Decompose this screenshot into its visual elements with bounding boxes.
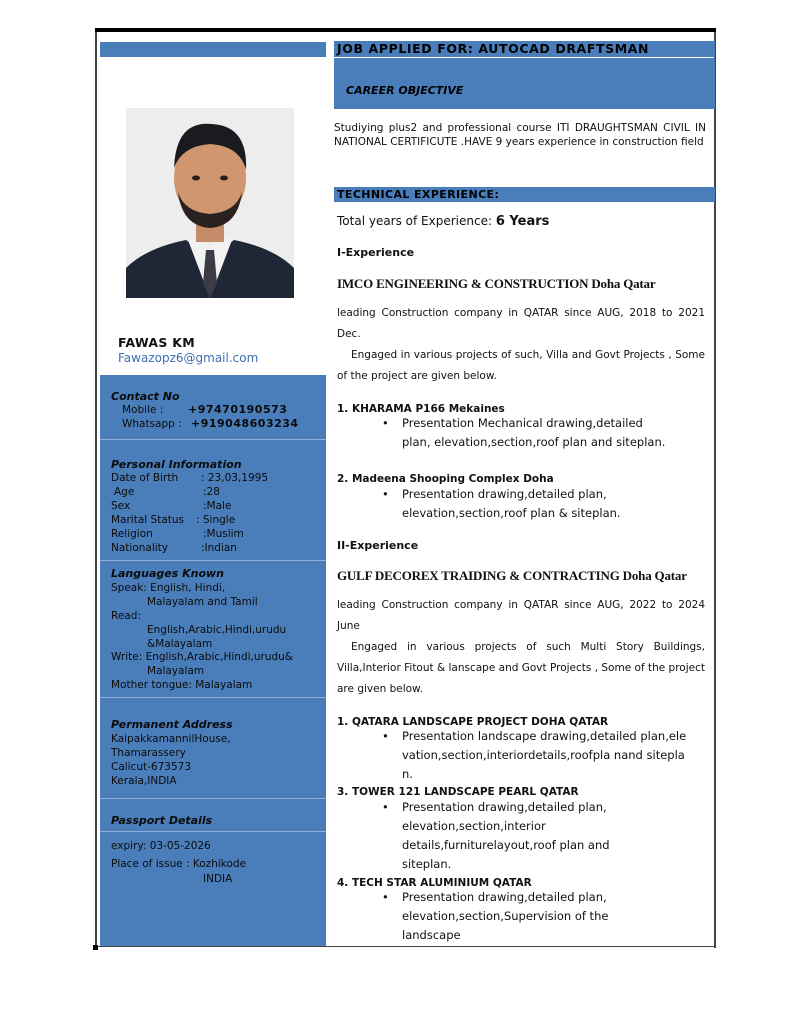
project-description: Presentation landscape drawing,detailed plan,elevation,section,interiordetails,roofpla nand siteplan.	[402, 729, 687, 781]
languages-heading: Languages Known	[111, 567, 225, 580]
project-description: Presentation drawing,detailed plan, elevation,section,Supervision of the landscape	[402, 890, 609, 942]
candidate-name: FAWAS KM	[118, 335, 195, 350]
divider	[100, 697, 326, 698]
career-objective-text: Studiying plus2 and professional course ITI DRAUGHTSMAN CIVIL IN NATIONAL CERTIFICUTE .HAVE 9 years experience in construction field	[334, 122, 706, 148]
project-bullet	[382, 727, 690, 784]
project-title: 3. TOWER 121 LANDSCAPE PEARL QATAR	[337, 786, 579, 798]
total-experience	[337, 214, 549, 229]
marital-label: Marital Status	[111, 514, 184, 526]
divider	[100, 439, 326, 440]
marital-value: : Single	[196, 514, 236, 526]
page-left-border	[95, 32, 97, 948]
project-description: Presentation Mechanical drawing,detailed plan, elevation,section,roof plan and siteplan.	[402, 416, 666, 449]
profile-photo	[126, 108, 294, 298]
address-line: Calicut-673573	[111, 761, 192, 773]
language-line: Read:	[111, 610, 141, 622]
bullet-icon: •	[382, 416, 389, 430]
experience-1-company: IMCO ENGINEERING & CONSTRUCTION Doha Qatar	[337, 276, 656, 291]
language-line: English,Arabic,Hindi,urudu	[147, 624, 287, 636]
experience-2-summary: leading Construction company in QATAR since AUG, 2022 to 2024 June	[337, 599, 705, 632]
job-applied-title: JOB APPLIED FOR: AUTOCAD DRAFTSMAN	[337, 41, 650, 56]
experience-2-heading: II-Experience	[337, 539, 419, 552]
language-line: Speak: English, Hindi,	[111, 582, 226, 594]
project-description: Presentation drawing,detailed plan, elevation,section,roof plan & siteplan.	[402, 487, 621, 520]
left-header-bar	[100, 42, 326, 57]
address-line: Thamarassery	[111, 747, 186, 759]
project-title: 1. KHARAMA P166 Mekaines	[337, 403, 505, 415]
religion-value: :Muslim	[203, 528, 244, 540]
language-line: Malayalam and Tamil	[147, 596, 258, 608]
passport-country: INDIA	[203, 873, 233, 885]
person-portrait-icon	[126, 108, 294, 298]
sidebar	[100, 375, 326, 946]
divider	[100, 831, 326, 832]
dob-value: : 23,03,1995	[201, 472, 268, 484]
address-line: KaipakkamannilHouse,	[111, 733, 231, 745]
passport-expiry: expiry: 03-05-2026	[111, 840, 211, 852]
experience-2-company: GULF DECOREX TRAIDING & CONTRACTING Doha Qatar	[337, 568, 687, 583]
project-title: 1. QATARA LANDSCAPE PROJECT DOHA QATAR	[337, 716, 609, 728]
total-experience-value: 6 Years	[495, 214, 550, 229]
project-bullet	[382, 414, 672, 452]
address-heading: Permanent Address	[111, 718, 233, 731]
page-bottom-border	[95, 946, 716, 947]
experience-1-summary: leading Construction company in QATAR since AUG, 2018 to 2021 Dec.	[337, 307, 705, 340]
mobile-value: +97470190573	[188, 403, 288, 416]
page-right-border	[714, 32, 716, 948]
bullet-icon: •	[382, 487, 389, 501]
language-line: &Malayalam	[147, 638, 213, 650]
language-line: Malayalam	[147, 665, 205, 677]
technical-experience-heading: TECHNICAL EXPERIENCE:	[337, 188, 500, 201]
dob-label: Date of Birth	[111, 472, 179, 484]
sex-label: Sex	[111, 500, 131, 512]
whatsapp-value: +919048603234	[191, 417, 299, 430]
project-bullet	[382, 485, 642, 523]
page-top-border	[95, 28, 716, 32]
bullet-icon: •	[382, 800, 389, 814]
project-description: Presentation drawing,detailed plan, elevation,section,interior details,furniturelayout,roof plan and siteplan.	[402, 800, 610, 871]
nationality-value: :Indian	[201, 542, 237, 554]
experience-2-projects-intro: Engaged in various projects of such Multi Story Buildings, Villa,Interior Fitout & lanscape and Govt Projects , Some of the project are given below.	[337, 641, 705, 695]
sex-value: :Male	[203, 500, 232, 512]
personal-heading: Personal Information	[111, 458, 242, 471]
candidate-email[interactable]: Fawazopz6@gmail.com	[118, 351, 259, 365]
experience-1-projects-intro: Engaged in various projects of such, Villa and Govt Projects , Some of the project are given below.	[337, 349, 705, 382]
divider	[100, 798, 326, 799]
project-title: 4. TECH STAR ALUMINIUM QATAR	[337, 877, 532, 889]
divider	[100, 560, 326, 561]
mobile-label: Mobile :	[122, 404, 164, 416]
passport-heading: Passport Details	[111, 814, 213, 827]
nationality-label: Nationality	[111, 542, 169, 554]
whatsapp-label: Whatsapp :	[122, 418, 182, 430]
address-line: Kerala,INDIA	[111, 775, 177, 787]
project-bullet	[382, 798, 657, 874]
language-line: Write: English,Arabic,Hindi,urudu&	[111, 651, 293, 663]
age-label: Age	[114, 486, 135, 498]
passport-place: Place of issue : Kozhikode	[111, 858, 247, 870]
project-bullet	[382, 888, 647, 945]
technical-experience-bar	[334, 187, 715, 202]
bullet-icon: •	[382, 729, 389, 743]
contact-heading: Contact No	[111, 390, 180, 403]
project-title: 2. Madeena Shooping Complex Doha	[337, 473, 554, 485]
career-objective-heading: CAREER OBJECTIVE	[346, 84, 464, 97]
religion-label: Religion	[111, 528, 153, 540]
experience-1-heading: I-Experience	[337, 246, 415, 259]
job-applied-bar	[334, 41, 715, 57]
career-objective-bar	[334, 58, 715, 109]
total-experience-label: Total years of Experience:	[337, 214, 493, 228]
language-line: Mother tongue: Malayalam	[111, 679, 253, 691]
age-value: :28	[203, 486, 220, 498]
corner-mark	[93, 945, 98, 950]
bullet-icon: •	[382, 890, 389, 904]
